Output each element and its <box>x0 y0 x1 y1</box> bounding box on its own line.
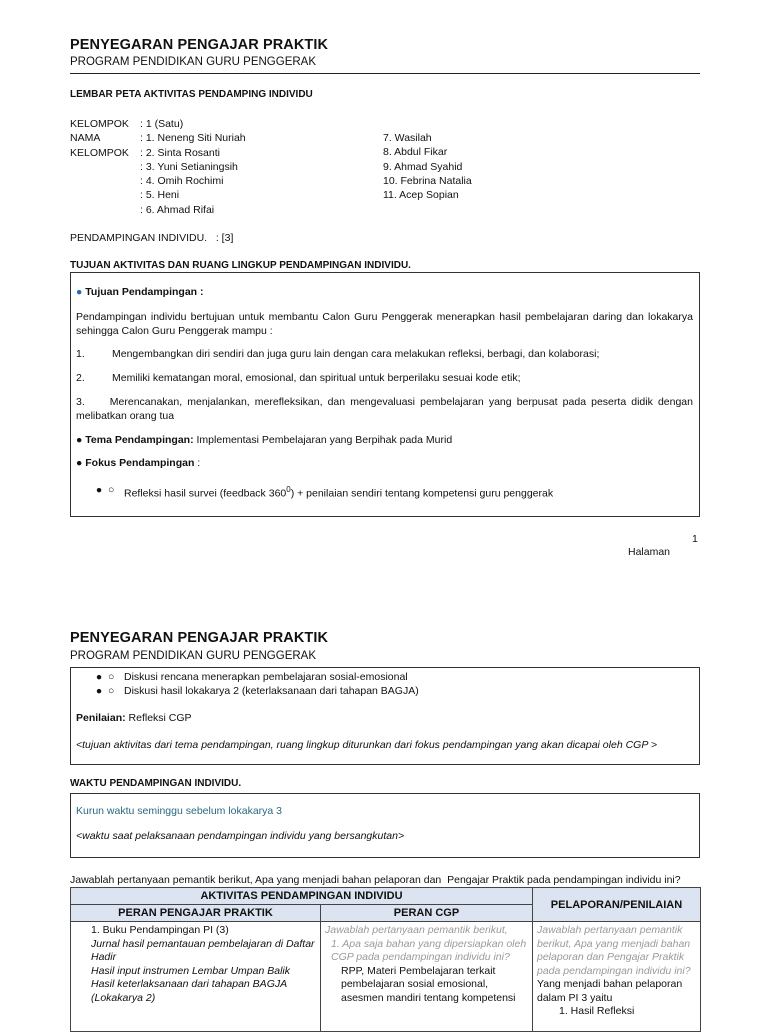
list-text: Memiliki kematangan moral, emosional, dan spiritual untuk berperilaku sesuai kode etik; <box>112 372 521 384</box>
fokus-row <box>76 456 693 470</box>
tema-row <box>76 433 693 447</box>
penilaian-value: Refleksi CGP <box>128 712 192 724</box>
waktu-line: Kurun waktu seminggu sebelum lokakarya 3 <box>76 805 283 817</box>
form-title: LEMBAR PETA AKTIVITAS PENDAMPING INDIVIDU <box>70 89 313 100</box>
list-item <box>76 395 693 423</box>
cgp-answer: RPP, Materi Pembelajaran terkait pembelajaran sosial emosional, asesmen mandiri tentang kompetensi <box>341 964 516 1004</box>
member-item: : 2. Sinta Rosanti <box>140 146 220 159</box>
tujuan-intro: Pendampingan individu bertujuan untuk membantu Calon Guru Penggerak menerapkan hasil pembelajaran daring dan lokakarya sehingga Calon Guru Penggerak mampu : <box>76 311 693 337</box>
waktu-box <box>70 793 700 858</box>
page-subtitle: PROGRAM PENDIDIKAN GURU PENGGERAK <box>70 56 317 68</box>
kelompok2-label: KELOMPOK <box>70 146 129 159</box>
fokus-item <box>76 670 693 684</box>
activity-table <box>70 887 701 1032</box>
penilaian-row <box>76 711 693 725</box>
member-item: : 1. Neneng Siti Nuriah <box>140 132 246 145</box>
pp-rest: Jurnal hasil pemantauan pembelajaran di Daftar Hadir Hasil input instrumen Lembar Umpan Balik Hasil keterlaksanaan dari tahapan BAGJA (Lokakarya 2) <box>91 937 315 1004</box>
member-item: : 3. Yuni Setianingsih <box>140 160 238 173</box>
bullet-dot-icon: ● <box>76 286 83 298</box>
table-cell-pelaporan <box>533 922 701 1032</box>
pelaporan-item: 1. Hasil Refleksi <box>559 1005 635 1017</box>
page-title: PENYEGARAN PENGAJAR PRAKTIK <box>70 37 329 53</box>
header-peran-cgp: PERAN CGP <box>321 905 533 922</box>
list-number: 2. <box>76 372 85 384</box>
header-divider <box>70 73 700 74</box>
penilaian-label: Penilaian: <box>76 712 126 724</box>
fokus-colon: : <box>194 457 201 469</box>
tujuan-box-continued <box>70 667 700 765</box>
fokus-item-text <box>124 483 553 501</box>
list-text: Merencanakan, menjalankan, merefleksikan, dan mengevaluasi pembelajaran yang berpusat pada peserta didik dengan melibatkan orang tua <box>76 396 693 422</box>
pendampingan-line: PENDAMPINGAN INDIVIDU. : [3] <box>70 232 234 244</box>
header-peran-pp: PERAN PENGAJAR PRAKTIK <box>71 905 321 922</box>
fokus-item <box>76 483 693 501</box>
tujuan-note: <tujuan aktivitas dari tema pendampingan, ruang lingkup diturunkan dari fokus pendampingan yang akan dicapai oleh CGP > <box>76 739 657 751</box>
fokus-item-sup: 0 <box>286 485 291 494</box>
cgp-prompt: Jawablah pertanyaan pemantik berikut, <box>325 924 508 936</box>
info-labels <box>70 117 129 160</box>
table-cell-cgp <box>321 922 533 1032</box>
pelaporan-answer: Yang menjadi bahan pelaporan dalam PI 3 yaitu <box>537 978 683 1004</box>
cgp-question: 1. Apa saja bahan yang dipersiapkan oleh CGP pada pendampingan individu ini? <box>331 937 527 963</box>
bullet-dot-icon: ● <box>95 484 103 496</box>
list-text: Mengembangkan diri sendiri dan juga guru lain dengan cara melakukan refleksi, berbagi, dan kolaborasi; <box>112 348 600 360</box>
section-waktu-heading: WAKTU PENDAMPINGAN INDIVIDU. <box>70 778 242 789</box>
bullet-circle-icon: ○ <box>108 685 115 697</box>
fokus-label: Fokus Pendampingan <box>85 457 195 469</box>
bullet-dot-icon: ● <box>76 434 83 446</box>
member-item: 10. Febrina Natalia <box>383 174 472 187</box>
info-members-right <box>383 131 472 202</box>
page-label: Halaman <box>628 546 671 558</box>
tujuan-box <box>70 272 700 517</box>
fokus-item-text: Diskusi hasil lokakarya 2 (keterlaksanaan dari tahapan BAGJA) <box>124 685 419 697</box>
fokus-item-pre: Refleksi hasil survei (feedback 360 <box>124 487 287 500</box>
list-number: 1. <box>76 348 85 360</box>
page-number: 1 <box>692 533 698 545</box>
header-aktivitas: AKTIVITAS PENDAMPINGAN INDIVIDU <box>71 888 533 905</box>
kelompok-value: : 1 (Satu) <box>140 118 184 130</box>
fokus-item-text: Diskusi rencana menerapkan pembelajaran sosial-emosional <box>124 671 408 683</box>
member-item: 8. Abdul Fikar <box>383 146 448 159</box>
bullet-circle-icon: ○ <box>108 671 115 683</box>
member-item: : 5. Heni <box>140 189 180 202</box>
tujuan-label-row <box>76 285 693 299</box>
kelompok-label: KELOMPOK <box>70 118 129 130</box>
info-values <box>140 117 246 217</box>
list-number: 3. <box>76 396 85 408</box>
pp-first: 1. Buku Pendampingan PI (3) <box>91 924 229 936</box>
activity-table-wrap <box>70 887 701 1032</box>
bullet-dot-icon: ● <box>76 457 83 469</box>
bullet-dot-icon: ● <box>95 671 103 683</box>
fokus-item-post: ) + penilaian sendiri tentang kompetensi guru penggerak <box>290 487 554 500</box>
waktu-note: <waktu saat pelaksanaan pendampingan individu yang bersangkutan> <box>76 830 405 842</box>
member-item: : 4. Omih Rochimi <box>140 175 224 188</box>
tema-label: Tema Pendampingan: <box>85 434 194 446</box>
list-item <box>76 371 693 385</box>
tujuan-label: Tujuan Pendampingan : <box>85 286 204 298</box>
bullet-circle-icon: ○ <box>108 484 115 496</box>
pelaporan-prompt: Jawablah pertanyaan pemantik berikut, Apa yang menjadi bahan pelaporan dan Pengajar Praktik pada pendampingan individu ini? <box>537 924 691 977</box>
tema-value: Implementasi Pembelajaran yang Berpihak pada Murid <box>196 434 453 446</box>
member-item: : 6. Ahmad Rifai <box>140 203 215 216</box>
member-item: 11. Acep Sopian <box>383 189 459 202</box>
bullet-dot-icon: ● <box>95 685 103 697</box>
member-item: 9. Ahmad Syahid <box>383 160 463 173</box>
member-item: 7. Wasilah <box>383 132 432 144</box>
question-text: Jawablah pertanyaan pemantik berikut, Apa yang menjadi bahan pelaporan dan Pengajar Praktik pada pendampingan individu ini? <box>70 874 681 886</box>
page-subtitle: PROGRAM PENDIDIKAN GURU PENGGERAK <box>70 650 317 662</box>
list-item <box>76 347 693 361</box>
fokus-item <box>76 684 693 698</box>
page-title: PENYEGARAN PENGAJAR PRAKTIK <box>70 630 329 646</box>
nama-label: NAMA <box>70 132 101 145</box>
table-cell-pp <box>71 922 321 1032</box>
header-pelaporan: PELAPORAN/PENILAIAN <box>533 888 701 922</box>
section-tujuan-heading: TUJUAN AKTIVITAS DAN RUANG LINGKUP PENDAMPINGAN INDIVIDU. <box>70 260 411 271</box>
